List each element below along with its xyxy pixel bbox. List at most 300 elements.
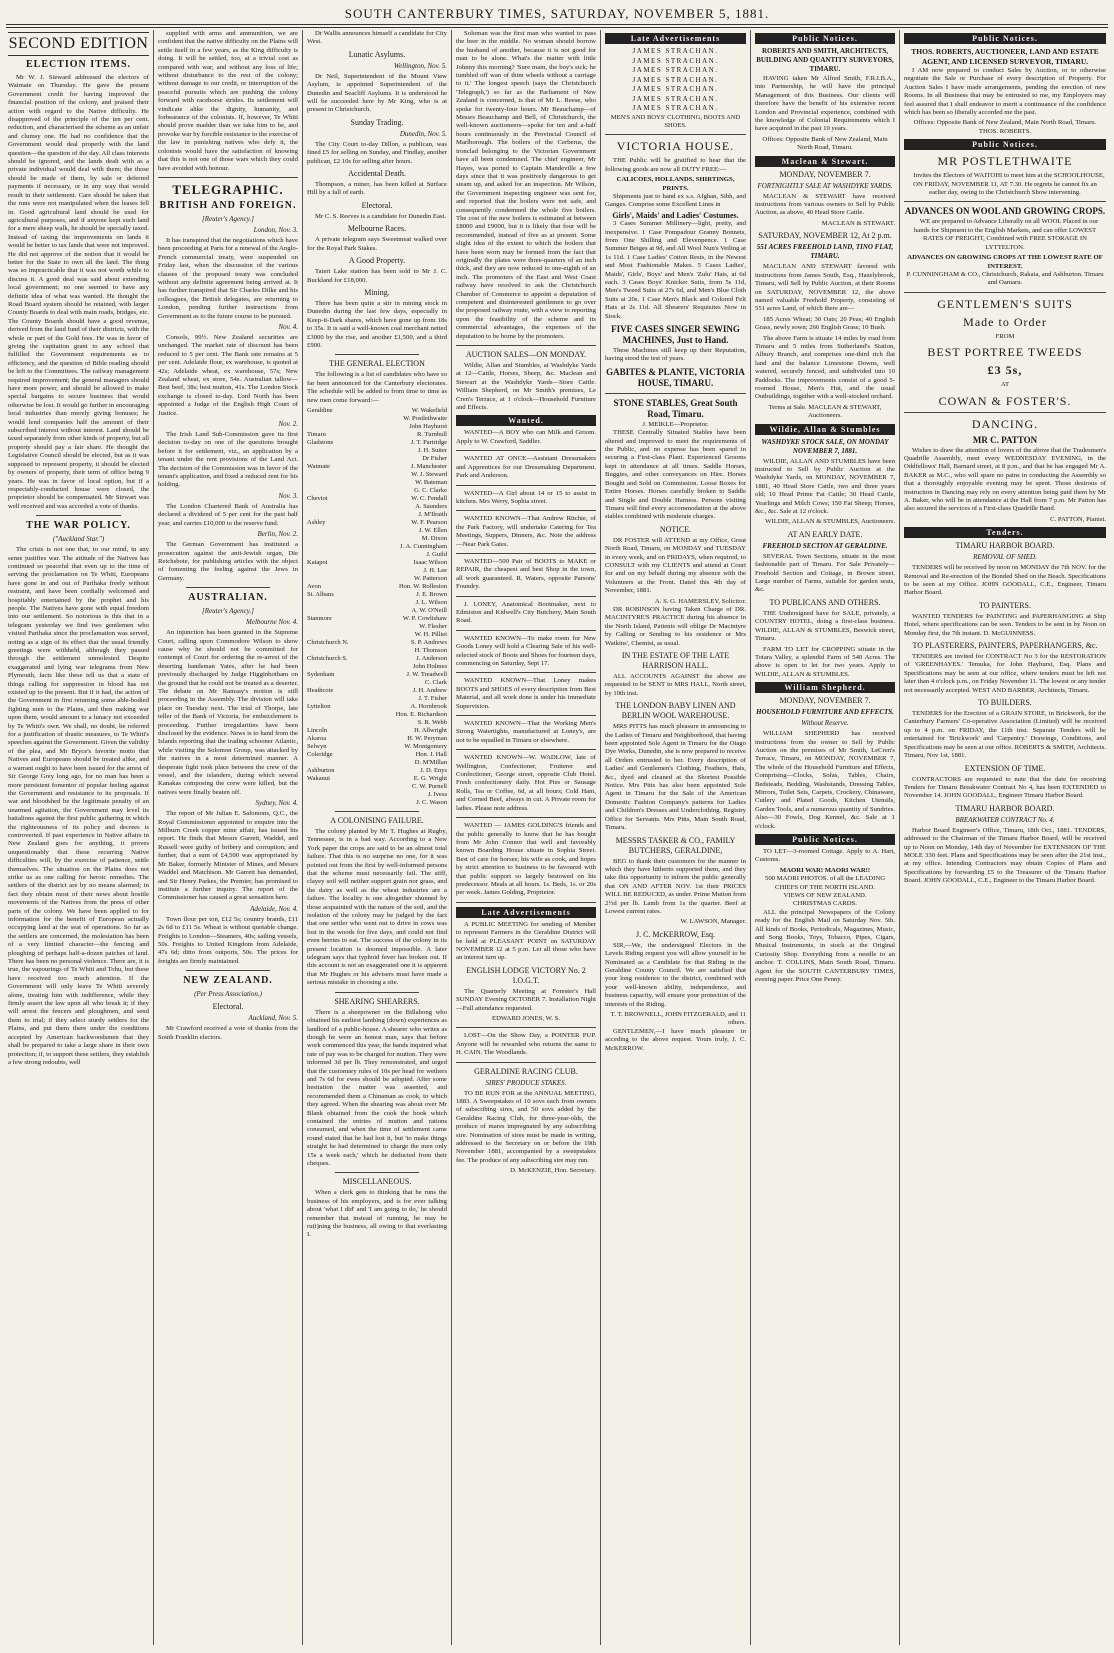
candidate-row [307, 471, 447, 479]
lost-ad: LOST—On the Show Day, a POINTER PUP. Anyone will be rewarded who returns the same to H. CAIN. The Woodlands. [456, 1032, 596, 1057]
subheading: Accidental Death. [348, 169, 406, 179]
miscellaneous-heading: MISCELLANEOUS. [342, 1177, 412, 1187]
telegram-body: It has transpired that the negotiations which have been proceeding at Paris for a renewal of the Anglo-French commercial treaty, were suspended on Friday last, when the discussion of the various clauses of the proposed treaty was concluded without any definite agreement being arrived at. It has further transpired that Sir Charles Dilke and his colleagues, the British delegates, are returning to London, pending further instructions from Government as to the future course to be pursued. [158, 236, 298, 320]
suits-from: FROM [995, 332, 1015, 340]
divider [456, 749, 596, 750]
new-zealand-heading: NEW ZEALAND. [183, 975, 273, 987]
wanted-ad: WANTED KNOWN—To make room for New Goods Loney will hold a Clearing Sale of his well-selected stock of Boots and Shoes for fourteen days, commencing on Saturday, Sept 17. [456, 634, 596, 667]
divider [904, 412, 1106, 413]
candidate-name: W. Postlethwaite [403, 414, 447, 422]
electorate-name: Wakanui [307, 774, 330, 782]
wanted-ad: WANTED KNOWN—That Loney makes BOOTS and SHOES of every description from Best Material, and all work done is under his immediate Supervision. [456, 677, 596, 710]
candidate-name: J. E. Brown [416, 590, 447, 598]
telegram-body: The Irish Land Sub-Commission gave its first decision to-day on one of the questions brought before it for settlement, viz., an application by a tenant under the rent provisions of the Land Act. The decision of the Commission was in favor of the tenant's application, and fixed a reduced rent for his holding. [158, 431, 298, 489]
tasker-body: BEG to thank their customers for the manner in which they have hitherto supported them, and they take this opportunity to inform the public generally that ON AND AFTER NOV. 1st their PRICES WILL BE REDUCED, as under. Prime Mutton from 2½d per lb. Lamb from 1s the quarter. Beef at Lowest current rates. [605, 857, 746, 915]
farm-acres: 185 Acres Wheat; 30 Oats; 20 Peas; 40 English Grass, newly sown; 266 English Grass; 10 Bush. [755, 315, 895, 332]
candidate-name: W. Wakefield [411, 406, 447, 414]
candidate-name: W. Patterson [414, 574, 447, 582]
candidate-name: E. G. Wright [413, 774, 447, 782]
candidate-name: W. Montgomery [404, 742, 447, 750]
divider [456, 553, 596, 554]
advances-crops: ADVANCES ON GROWING CROPS AT THE LOWEST RATE OF INTEREST. [907, 254, 1103, 270]
patton-signature: C. PATTON, Pianist. [1050, 515, 1106, 523]
column-2 [158, 30, 298, 1645]
strachan-line: JAMES STRACHAN. [632, 104, 719, 112]
candidate-row [307, 559, 447, 567]
candidate-row [307, 591, 447, 599]
gabites-heading: GABITES & PLANTE, VICTORIA HOUSE, TIMARU. [606, 366, 745, 388]
candidate-name: W. P. Cowlishaw [402, 614, 447, 622]
column-3 [307, 30, 447, 1645]
dateline: Dunedin, Nov. 5. [399, 129, 447, 138]
wanted-ad: WANTED AT ONCE—Assistant Dressmakers and Apprentices for our Dressmaking Department. Park and Anderson. [456, 455, 596, 480]
breakwater-heading: BREAKWATER CONTRACT No. 4. [955, 815, 1055, 824]
candidate-row [307, 447, 447, 455]
public-meeting-ad: A PUBLIC MEETING for sending of Member to represent Farmers in the Geraldine District will be held at PLEASANT POINT on SATURDAY NOVEMBER 12 at 5 p.m. Let all those who have an interest turn up. [456, 920, 596, 962]
war-policy-body: The crisis is not one that, to our mind, in any sense justifies war. The attitude of the Natives has continued so peaceful that even up to the time of serving the proclamation on Te Whiti, Europeans have gone in and out of Parihaka freely without restraint, and have been cordially welcomed and hospitably entertained by the prophet and his people. The Natives have gone with equal freedom into our settlement. So notorious is this that in a telegram yesterday we find two gentlemen who visited Parihaka since the proclamation was served, noting as a sign of its effect that the usual friendly greetings were withheld, although they passed through the settlement unmolested. Despite exaggerated and lying war telegrams from New Plymouth, facts like these tell us that a state of things calling for suppression in blood has not existed up to the present. But if it had, the action of the Government in first returning some able-bodied fighting men to the Plains, and then making war upon them, would amount to a lunacy not exceeded by Te Whiti's own. We shall, no doubt, be referred for a justification of drastic measures, to Te Whiti's speeches against the Government. Given the validity of the plea, and Mr Bryce's favorite motto that Natives and Europeans should be treated alike, and a warrant ought to have been issued for the arrest of Sir George Grey long ago, for no man has been a more persistent fomentor of popular feeling against the Government and resistance to its proposals. If war and bloodshed be the legitimate penalty of an unarmed agitation, the Government may level its battalions against the first public gathering in which the righteousness of its policy and decrees is controverted. If past experience in Native affairs in New Zealand goes for anything, it proves unquestionably that these recurring Native difficulties will, by the exercise of patience, settle themselves. The situation on the Plains does not strike us as one calling for heroic remedies. The settlers of the district are by no means alarmed; in fact they obtain most of their news about hostile movements of the Natives from the press of other parts of the colony. We have been applied to for information for the benefit of European actually occupying land at the seat of operations. So far as the settlers are concerned, the molestation has been of a very limited character—the fencing and ploughing of perhaps half-a-dozen patches of land. There has been no personal violence. There are, it is true, the vapourings of Te Whiti and Tohu, but these have received too much attention. If the Government will only leave Te Whiti severely alone, treating him with indifference, while they firmly assert the law upon all who break it; if they will arrest the fencers and ploughmen, and send them to trial; if they select sturdy settlers for the Plains, and put them there under the conditions accepted by American backwoodsmen that they shall be prepared to take a large share in their own protection; if, to support these settlers, they establish a few strong redoubts, well [8, 546, 149, 1066]
divider [456, 817, 596, 818]
reuters-agency: [Reuter's Agency.] [202, 607, 254, 616]
candidate-name: W. C. Fendall [411, 494, 447, 502]
mckerrow-heading: J. C. McKERROW, Esq. [635, 929, 716, 939]
miscellaneous-body: When a clerk gets to thinking that he runs the business of his employers, and is for ever talking about 'what I did' and 'I am going to do,' he should remember that instead of running, he may be ru(i)ning the business, all owing to that everlasting I. [307, 1189, 447, 1239]
cottage-ad: TO LET—3-roomed Cottage. Apply to A. Hart, Customs. [755, 848, 895, 864]
wanted-ad: WANTED — JAMES GOLDING'S friends and the public generally to know that he has bought from Mr John Connor that well and favorably known Boarding House situate in Sophia Street. Best of care for horses; his wife as cook, and hopes by strict attention to business to be favoured with that public support so largely bestowed on his predecessor. Meals at all hours. 1s. Beds, 1s. or 20s per week. James Golding, Proprietor. [456, 822, 596, 897]
farm-description: The above Farm is situate 14 miles by road from Timaru and 5 miles from Sutherland's Station, Albury Branch, and comprises one-third rich flat land and the balance Limestone Downs, well watered, securely fenced, and subdivided into 10 Paddocks. The improvements consist of a good 5-roomed House, Men's Hut, and the usual Outbuildings, together with a well-stocked orchard. [755, 334, 895, 401]
candidate-row [307, 687, 447, 695]
candidate-row [307, 759, 447, 767]
electorate-name: St. Albans [307, 590, 334, 598]
candidate-row [307, 671, 447, 679]
roberts-office: Offices: Opposite Bank of New Zealand, Main North Road, Timaru. THOS. ROBERTS. [913, 119, 1097, 135]
candidate-row [307, 423, 447, 431]
divider [456, 345, 596, 346]
australian-heading: AUSTRALIAN. [188, 592, 268, 604]
candidate-row [307, 751, 447, 759]
candidate-name: W. J. Steward [411, 470, 447, 478]
notice-heading: NOTICE. [659, 524, 692, 534]
lodge-heading: ENGLISH LODGE VICTORY No. 2 I.O.G.T. [466, 965, 586, 985]
candidate-row [307, 479, 447, 487]
candidate-name: M. Dixon [421, 534, 447, 542]
electorate-name: Avon [307, 582, 321, 590]
candidate-row [307, 495, 447, 503]
candidate-name: C. W. Purnell [411, 782, 447, 790]
electorate-name: Christchurch N. [307, 638, 349, 646]
candidate-row [307, 679, 447, 687]
telegram-body: Consols, 99½. New Zealand securities are unchanged. The market rate of discount has been reduced to 5 per cent. The Bank rate remains at 5 per cent. Adelaide flour, ex warehouse, is quoted at 42s; Adelaide wheat, ex warehouse, 57s; New Zealand wheat, ex store, 54s. Australian tallow—Best beef, 38s; best mutton, 41s. The London Stock exchange is closed to-day. Lord North has been appointed a Judge of the English High Court of Justice. [158, 333, 298, 417]
stables-heading: STONE STABLES, Great South Road, Timaru. [613, 397, 738, 419]
candidate-row [307, 655, 447, 663]
candidate-name: W. H. Pilliet [414, 630, 447, 638]
candidate-name: J. T. Partridge [410, 438, 447, 446]
divider [456, 485, 596, 486]
news-body: A private telegram says Sweetmeat walked over for the Royal Park Stakes. [307, 236, 447, 252]
election-items-heading: ELECTION ITEMS. [25, 59, 132, 70]
candidate-row [307, 543, 447, 551]
racing-signature: D. McKENZIE, Hon. Secretary. [510, 1167, 596, 1175]
divider [456, 715, 596, 716]
candidate-row [307, 455, 447, 463]
column-6 [755, 30, 895, 1645]
extension-heading: EXTENSION OF TIME. [964, 763, 1046, 773]
tasker-heading: MESSRS TASKER & CO., FAMILY BUTCHERS, GERALDINE, [615, 835, 736, 855]
victoria-house-body: THE Public will be gratified to hear that the following goods are now all DUTY FREE:— [605, 157, 746, 173]
maori-war-heading: MAORI WAR! MAORI WAR!! [779, 866, 871, 874]
advances-signature: P. CUNNINGHAM & CO., Christchurch, Rakaia, and Ashburton. Timaru and Oamaru. [906, 270, 1104, 287]
builders-heading: TO BUILDERS. [978, 698, 1032, 708]
extension-body: CONTRACTORS are requested to note that the date for receiving Tenders for Timaru Breakwater Contract No 4, has been EXTENDED to November 14. JOHN GOODALL, Engineer Timaru Harbor Board. [904, 775, 1106, 800]
mckerrow-reply: GENTLEMEN,—I have much pleasure in acceding to the above request. Yours truly, J. C. McKERROW. [605, 1027, 746, 1052]
candidate-row [307, 439, 447, 447]
news-body: There has been quite a stir in mining stock in Dunedin during the last few days, especially in Keep-it-Dark shares, which have gone up from 18s to 35s. It is said a well-known coal merchant netted £3000 by the rise, and another £1,500, and a third £900. [307, 299, 447, 349]
auction-sales-heading: AUCTION SALES—ON MONDAY. [465, 350, 587, 360]
candidate-row [307, 511, 447, 519]
strachan-line: JAMES STRACHAN. [632, 75, 719, 84]
subheading: Melbourne Races. [347, 224, 407, 234]
racing-club-heading: GERALDINE RACING CLUB. [474, 1066, 578, 1076]
subheading: A Good Property. [348, 256, 406, 266]
candidate-row [307, 663, 447, 671]
roberts-body: I AM now prepared to conduct Sales by Auction, or to otherwise negotiate the Sale or Purchase of every description of Property. For Auction Sales I have made arrangements, pending the erection of new Rooms. In all Business that may be entrusted to me, my Employers may feel assured that I shall endeavor to merit a continuance of the confidence which has been so liberally accorded me the past. [904, 67, 1106, 117]
robinson-notice: DR ROBINSON having Taken Charge of DR. MACINTYRE'S PRACTICE during his absence in the North Island, Patients will oblige Dr Macintyre by Calling or Sending to his residence or Mrs Watkins', Chemist, as usual. [605, 605, 746, 647]
patton-heading: MR C. PATTON [972, 434, 1038, 445]
divider [456, 630, 596, 631]
candidate-name: J. H. Lee [423, 566, 447, 574]
mckerrow-signatures: T. T. BROWNELL, JOHN FITZGERALD, and 11 others. [610, 1011, 746, 1027]
candidate-name: John Holmes [412, 662, 447, 670]
electorate-name: Coleridge [307, 750, 333, 758]
wanted-ad: WANTED KNOWN—That Andrew Ritchie, of the Park Factory, will undertake Catering for Tea Meetings, Suppers, Dinners, &c. Note the address—Near Park Gates. [456, 515, 596, 548]
subheading: Sunday Trading. [350, 117, 404, 127]
electorate-name: Ashburton [307, 766, 335, 774]
electorate-name: Gladstone [307, 438, 334, 446]
electorate-name: Akaroa [307, 734, 327, 742]
stock-sale-body: WILDIE, ALLAN AND STUMBLES have been instructed to Sell by Public Auction at the Washdyke Yards, on MONDAY, NOVEMBER 7, 1881, 40 Head Store Cattle, two and three years old; 10 Head Prime Fat Cattle; 30 Head Cattle, Yearlings and Milch Cows; 150 Fat Sheep; Horses, &c., &c. Sale at 12 o'clock. [755, 457, 895, 516]
victoria-house-shipment: Shipments just to hand ex s.s. Afghan, Sibh, and Ganges. Comprise some Excellent Lines in [605, 192, 746, 209]
maclean-stewart-banner: Maclean & Stewart. [755, 156, 895, 167]
column-7 [904, 30, 1106, 1645]
dateline: Auckland, Nov. 5. [248, 1014, 298, 1023]
telegram-body: Town flour per ton, £12 5s; country brands, £11 2s 6d to £11 5s. Wheat is without quotable change. Freights to London—Steamers, 40s; sailing vessels, 50s. Freights to United Kingdom from Adelaide, 47s 6d; ditto from outports, 50s. The prices for freights are firmly maintained. [158, 915, 298, 965]
electorate-name: Geraldine [307, 406, 333, 414]
divider [186, 970, 270, 971]
painters-heading: TO PAINTERS. [978, 600, 1031, 610]
dateline: Nov. 4. [278, 322, 298, 331]
victoria-house-heading: VICTORIA HOUSE. [616, 139, 735, 154]
sale-date: MONDAY, NOVEMBER 7. [779, 696, 871, 706]
general-election-intro: The following is a list of candidates who have so far been announced for the Canterbury electorates. The schedule will be added to from time to time as new men come forward:— [307, 371, 447, 404]
divider [605, 134, 746, 135]
candidate-name: Hon. J. Hall [415, 750, 447, 758]
candidate-row [307, 607, 447, 615]
news-body: Soloman was the first man who wanted to pass the beer in the middle. No woman should borrow the husband of another, because it is not good for man to be alone. What's the matter with little Johnny this morning? 'Sure mam, the boy's sick; he tumbled off wan of thim wheels without a carriage to it.' The longest speech (says the Christchurch 'Telegraph,') so far as the Parliament of New Zealand is concerned, is that of Mr L. Reese, who spoke for twenty-four hours. Mr Beauchamp—of Messrs Beauchamp and Bell, of Christchurch, the well-known auctioneers—spoke for ten and a-half hours continuously in the Provincial Council of Marlborough. The boilers of the Cerberus, the ironclad belonging to the Victorian Government have all been condemned. The chief engineer, Mr Hayes, was ported to Captain Mandeville a few days since that it was positively dangerous to get steam up, and asked for an inspection. Mr Wilson, the Government inspecting engineer was sent for, and reported that the boilers were not safe, and consequently condemned the whole five boilers. The cost of the new boilers is estimated at between £8000 and £9000, but it is likely that four will be recommended, instead of five as at present. Some slight idea of the extent to which the boilers that have been worn may be formed from the fact that originally the plates were three-quarters of an inch thick, and they are now reduced to one-eighth of an inch. The promoters of the East and West Coast railway have resolved to ask the Christchurch Chamber of Commerce to appoint a deputation of competent and disinterested gentlemen to go over the proposed railway route, with a view to reporting upon the feasibility of the scheme and its commercial advantages, the expenses of the deputation to be borne by the promoters. [456, 30, 596, 340]
sale-title: FORTNIGHTLY SALE AT WASHDYKE YARDS. [757, 181, 893, 190]
colonising-failure-heading: A COLONISING FAILURE. [330, 815, 424, 825]
electorate-name: Lincoln [307, 726, 328, 734]
column-5 [605, 30, 746, 1645]
news-body: Dr Wallis announces himself a candidate for City West. [307, 30, 447, 46]
public-notices-banner: Public Notices. [755, 834, 895, 845]
candidate-row [307, 647, 447, 655]
candidate-row [307, 735, 447, 743]
roberts-smith-heading: ROBERTS AND SMITH, ARCHITECTS, BUILDING AND QUANTITY SURVEYORS, TIMARU. [756, 47, 894, 73]
divider [335, 1172, 419, 1173]
electorate-name: Ashley [307, 518, 326, 526]
candidate-row [307, 503, 447, 511]
strachan-line: JAMES STRACHAN. [632, 56, 719, 65]
dateline: Nov. 3. [278, 491, 298, 500]
advances-heading: ADVANCES ON WOOL AND GROWING CROPS. [904, 206, 1106, 217]
candidate-name: A. W. O'Neill [411, 606, 447, 614]
candidate-name: J. W. Ellen [418, 526, 447, 534]
dateline: Nov. 2. [278, 420, 298, 429]
electorate-name: Kaiapoi [307, 558, 328, 566]
candidate-row [307, 567, 447, 575]
divider [456, 1062, 596, 1063]
candidate-row [307, 623, 447, 631]
subheading: Mining. [364, 287, 390, 297]
candidate-row [307, 791, 447, 799]
plasterers-heading: TO PLASTERERS, PAINTERS, PAPERHANGERS, &c. [912, 641, 1098, 651]
stables-proprietor: J. MEIKLE—Proprietor. [642, 420, 709, 428]
dancing-heading: DANCING. [971, 416, 1039, 431]
candidate-row [307, 703, 447, 711]
candidate-row [307, 743, 447, 751]
page-masthead: SOUTH CANTERBURY TIMES, SATURDAY, NOVEMBER 5, 1881. [344, 6, 770, 21]
candidate-name: J. Anderson [416, 654, 447, 662]
colonising-failure-body: The colony planted by Mr T. Hughes at Rugby, Tennessee, is in a bad way. According to a New York paper the crops are said to be an almost total failure. That this is no surprise no one, for it was pointed out from the first by well-informed persons that the scheme must necessarily fail. The stiff, clayey soil will neither support grain nor grass, and the dairy as well as the wheat industries are a failure. The locality is one altogether shunned by those acquainted with the nature of the soil, and the isolation of the colony may be judged by the fact that one settler who went out to drive in cows was lost in the woods for five days, and could not find even berries to eat. The success of the colony in its present location is doomed impossible. A later telegram says that typhoid fever has broken out. If this account is not an exaggerated one it is apparent that Mr Hughes or his advisers must have made a serious mistake in choosing a site. [307, 827, 447, 987]
removal-body: TENDERS will be received by noon on MONDAY the 7th NOV. for the Removal and Re-erection of the Bonded Shed on the Beach. Specifications to be seen at my Office. JOHN GOODALL, C.E., Engineer, Timaru Harbor Board. [904, 564, 1106, 597]
farm-to-let: FARM TO LET for CROPPING situate in the Totara Valley, a splendid Farm of 540 Acres. The above is open to let for two years. Apply to WILDIE, ALLAN & STUMBLES. [755, 645, 895, 678]
electorate-name: Timaru [307, 430, 326, 438]
builders-body: TENDERS for the Erection of a GRAIN STORE, in Brickwork, for the Canterbury Farmers' Co-operative Association (Limited) will be received up to 4 p.m. on FRIDAY, the 11th inst. Separate Tenders will be entertained for 'Brickwork' and 'Carpentry.' Drawings, Conditions, and Specifications may be seen at our office. ROBERTS & SMITH, Architects. Timaru, Nov 1st, 1881. [904, 710, 1106, 760]
furniture-title: HOUSEHOLD FURNITURE AND EFFECTS. [756, 708, 894, 717]
wanted-banner: Wanted. [456, 415, 596, 426]
harbour-board-heading: TIMARU HARBOR BOARD. [955, 803, 1055, 813]
candidate-row [307, 799, 447, 807]
candidate-row [307, 431, 447, 439]
electorate-name: Lyttelton [307, 702, 331, 710]
candidate-name: J. L. Wilson [415, 598, 447, 606]
wanted-ads [456, 429, 596, 902]
divider [904, 201, 1106, 202]
candidate-name: H. Thomson [414, 646, 447, 654]
candidate-name: S. R. Webb [417, 718, 447, 726]
without-reserve: Without Reserve. [801, 719, 849, 728]
suits-made-to-order: Made to Order [963, 314, 1047, 329]
electorate-name: Heathcote [307, 686, 334, 694]
late-ads-banner: Late Advertisements [456, 907, 596, 918]
public-notices-banner: Public Notices. [904, 139, 1106, 150]
divider [335, 354, 419, 355]
candidate-name: W. F. Pearson [411, 518, 447, 526]
estate-body: ALL ACCOUNTS AGAINST the above are requested to be SENT to MRS HALL, North street, by 10th inst. [605, 673, 746, 697]
column-rule [899, 30, 900, 1645]
candidate-name: A. Saunders [415, 502, 447, 510]
candidate-name: J. H. Andrew [412, 686, 447, 694]
electorate-name: Selwyn [307, 742, 327, 750]
singer-body: These Machines still keep up their Reputation, having stood the test of years. [605, 347, 746, 363]
divider [335, 811, 419, 812]
patton-body: Wishes to draw the attention of lovers of the above that the Tradesmen's Quadrille Assembly, meet every WEDNESDAY EVENING, in the Oddfellows' Hall, Barnard street, at 8 p.m., and that he has engaged Mr A. BAKER as M.C., who will spare no pains in conducting the Assembly so that a thoroughly enjoyable evening may be spent. Those desirous of instruction in Dancing may rely on every attention being paid them by Mr A. Baker, who will be in attendance at the Hall from 7 p.m. Mr Patton has also secured the services of a First-class Quadrille Band. [904, 446, 1106, 513]
sale-date: MONDAY, NOVEMBER 7. [779, 169, 871, 179]
candidate-row [307, 719, 447, 727]
baby-linen-heading: THE LONDON BABY LINEN AND BERLIN WOOL WAREHOUSE. [615, 701, 736, 721]
dateline: Berlin, Nov. 2. [257, 530, 298, 539]
candidate-row [307, 599, 447, 607]
baby-linen-body: MRS PITTS has much pleasure in announcing to the Ladies of Timaru and Neighborhood, that having been appointed Sole Agent in Timaru for the Otago Dye Works, Dunedin, she is now prepared to receive all Orders entrusted to her. Every description of Ladies' and Gentlemen's Clothing, Feathers, Hats, &c., dyed and cleaned at the Shortest Possible Notice. Mrs Pitts has also been appointed Sole Agent in Timaru for the Sale of the American Domestic Fashion Company's patterns for Ladies and Children's Dresses and Underclothing. Registry Office for Servants. Mrs Pitts, Main South Road, Timaru. [605, 723, 746, 832]
public-notices-banner: Public Notices. [904, 33, 1106, 44]
candidate-name: D. M'Millan [414, 758, 447, 766]
suits-at: AT [1000, 381, 1010, 389]
divider [456, 596, 596, 597]
candidate-row [307, 407, 447, 415]
divider [335, 992, 419, 993]
candidate-row [307, 695, 447, 703]
racing-body: TO BE RUN FOR at the ANNUAL MEETING, 1883. A Sweepstakes of 10 sovs each from owners of subscribing sires, and 50 sovs added by the Geraldine Racing Club, for three-year-olds, the produce of mares impregnated by any subscribing sire. Nomination of sires must be made in writing, addressed to the Secretary on or before the 19th November 1881, accompanied by a sweepstakes fee. The produce of any subscribing sire may run. [456, 1089, 596, 1164]
wanted-ad: WANTED KNOWN—W. WADLOW, late of Wellington, Confectioner, Fruiterer and Confectioner, George street, opposite Club Hotel. Fresh confectionery daily. Hot Pies or Sausage Rolls, Tea or Coffee, 6d, at all hours; Cold Ham, and Corned Beef, always in cut. A Private room for ladies. Please note address. [456, 754, 596, 812]
candidate-name: John Hayhurst [409, 422, 447, 430]
news-body: Thompson, a miner, has been killed at Surface Hill by a fall of earth. [307, 181, 447, 197]
reuters-agency: [Reuter's Agency.] [202, 214, 254, 223]
dateline: Wellington, Nov. 5. [393, 61, 447, 70]
divider [456, 902, 596, 903]
election-items-body: Mr W. J. Steward addressed the electors of Waimate on Thursday. He gave the present Government credit for having improved the financial position of the colony, and praised their action with regard to the Native difficulty. He disapproved of the principle of the ten per cent. reduction, and characterised the scheme as an unfair and clumsy one. He had no confidence that the Government would deal properly with the land question—the question of the day. All class interests should be ignored, and the lands dealt with as a private individual would deal with them; the those should be made of them, by sale or deferred payments if necessary, or in any way that would result in their settlement. Care should be taken that the runs were not manipulated when the leases fell in. Good agricultural land should be used for agricultural purposes, and if anyone kept such land for a mere sheep walk, he should be specially taxed. Instead of taxing the improvements on lands it would be better to tax lands that were not improved. He did not approve of the notion that it would be better for the State to own all the land. The thing was so impracticable that it was not worth while to discuss it. A good deal was said about extending local government; no one seemed to have any definite idea of what was wanted. He thought the Road Board system should be retained, with larger County Boards to deal with main roads, bridges, etc. The County Boards should have a good revenue, derived from the land fund of their districts, with the whole or part of the Gold fees. He was in favor of giving the capitation grant to any school that fulfilled the Government requirements as to efficiency, and the question of Bible reading should be left to the Committees. The railway management required improvement; the general managers should have more power, and should be allowed to make special bargains to secure business that would otherwise be lost. It would go further in encouraging local industries than merely giving bonuses; he would lend companies half the amount of their subscribed interest without interest. Land should be taxed separately from other kinds of property, but all property should pay a fair share. He thought the Legislative Council should be elected, but as it was supposed to represent property, it should be elected by owners of property, their term of office being 9 years. He was in favor of local option, but if a respectably-conducted house were closed, the proprietor should be compensated. Mr Stewart was well received and was accorded a vote of thanks. [8, 74, 149, 510]
candidate-row [307, 583, 447, 591]
candidate-name: J. Manchester [410, 462, 447, 470]
candidate-row [307, 463, 447, 471]
war-policy-source: ("Auckland Star.") [52, 535, 105, 544]
electorate-name: Stanmore [307, 614, 332, 622]
wanted-ad: WANTED—A Girl about 14 or 15 to assist in kitchen. Mrs Werry, Sophia street. [456, 489, 596, 505]
auction-sales-body: Wildie, Allan and Stumbles, at Washdyke Yards at 12—Cattle, Horses, Sheep, &c. Maclean and Stewart at the Washdyke Yards—Store Cattle. William Shepherd, on Mr Smith's premises, Le Cren's Terrace, at 1 o'clock—Household Furniture and Effects. [456, 362, 596, 412]
divider [158, 177, 298, 178]
postlethwaite-heading: MR POSTLETHWAITE [937, 154, 1073, 169]
suits-tweeds: BEST PORTREE TWEEDS [927, 345, 1083, 360]
candidate-name: S. P. Andrews [410, 638, 447, 646]
shearing-heading: SHEARING SHEARERS. [334, 996, 420, 1006]
candidate-row [307, 487, 447, 495]
breakwater-body: Harbor Board Engineer's Office, Timaru, 18th Oct., 1881. TENDERS, addressed to the Chairman of the Timaru Harbor Board, will be received up to Noon on Monday, 14th day of November for EXTENSION OF THE MOLE 330 feet. Plans and Specifications may be seen after the 21st inst., at my office. Intending Contractors may obtain Copies of Plans and Specifications by forwarding £5 to the Treasurer of the Timaru Harbor Board. JOHN GOODALL, C.E., Engineer to the Timaru Harbor Board. [904, 826, 1106, 885]
freehold-body: SEVERAL Town Sections, situate in the most fashionable part of Timaru. For Sale Privately—Freehold Section and Cottage, in Brown street. Large number of Farms, suitable for garden seats, &c. [755, 552, 895, 594]
war-policy-heading: THE WAR POLICY. [26, 520, 131, 532]
farm-body: MACLEAN AND STEWART favored with instructions from James South, Esq., Hazelybrook, Timaru, will Sell by Public Auction, at their Rooms on SATURDAY, NOVEMBER 12, the above named valuable Freehold Property, consisting of 551 acres Land, of which there are— [755, 263, 895, 313]
william-shepherd-banner: William Shepherd. [755, 682, 895, 693]
stock-sale-signature: WILDIE, ALLAN & STUMBLES, Auctioneers. [765, 518, 895, 526]
collins-ad: ALL the principal Newspapers of the Colony ready for the English Mail on Saturday Nov. 5th. All kinds of Books, Periodicals, Magazines, Music, and Song Books, Toys, Tobacco, Pipes, Cigars, Musical Instruments, in stock at the Original Curiosity Shop. Everything from a needle to an anchor. T. COLLINS, Main South Road, Timaru. Agent for the SOUTH CANTERBURY TIMES, evening paper. Price One Penny. [755, 908, 895, 984]
advances-body: WE are prepared to Advance Liberally on all WOOL Placed in our hands for Shipment to the English Markets, and can offer LOWEST RATES OF FREIGHT, Combined with FREE STORAGE IN LYTTELTON. [913, 218, 1099, 251]
victoria-house-items: CALICOES, HOLLANDS, SHIRTINGS, PRINTS. [616, 176, 735, 192]
wanted-ad: J. LONEY, Anatomical Bootmaker, next to Edmiston and Kidwell's City Butchery, Main South Road. [456, 600, 596, 625]
candidate-name: Isaac Wilson [413, 558, 447, 566]
roberts-heading: THOS. ROBERTS, AUCTIONEER, LAND AND ESTATE AGENT, AND LICENSED SURVEYOR, TIMARU. [911, 47, 1099, 66]
candidate-name: Hon. W. Rolleston [398, 582, 447, 590]
candidate-name: J. Ivess [427, 790, 447, 798]
removal-heading: REMOVAL OF SHED. [973, 553, 1037, 562]
telegram-body: An injunction has been granted in the Supreme Court, calling upon Commodore Wilson to show cause why he should not be committed for contempt of Court for ordering the re-arrest of the deserting bandsman Yates, after he had been previously discharged by Judge Higginbotham on the ground that he could not be treated as a deserter. The debate on Mr Ramsay's motion is still proceeding in the Assembly. The division will take place on Tuesday next. The trial of Thorpe, late teller of the Bank of Victoria, for embezzlement is proceeding. Further irregularities have been disclosed by the evidence. News is to hand from the Islands reporting that the trading schooner Atlantic, while visiting the Solomon Group, was attacked by the natives in a most determined manner. A desperate fight took place between the crew of the vessel, and the islanders, during which several Kanakas composing the crew were killed, but the natives were finally beaten off. [158, 629, 298, 796]
plasterers-body: TENDERS are invited for CONTRACT No 3 for the RESTORATION of 'GREENHAYES.' Temuka, for John Hayhurst, Esq. Plans and Specifications may be seen at our office, where tenders must be left not later than 4 o'clock p.m., on Friday November 11. The lowest or any tender not necessarily accepted. WEST AND BARBER, Architects, Timaru. [904, 653, 1106, 694]
candidate-name: J. D. Enys [420, 766, 447, 774]
candidate-name: J. Guild [426, 550, 447, 558]
candidate-name: A. Hornbrook [410, 702, 447, 710]
telegraphic-heading: TELEGRAPHIC. [172, 181, 284, 197]
mckerrow-body: SIR,—We, the undersigned Electors in the Levels Riding request you will allow yourself to be Nominated as a Candidate for that Riding in the Geraldine County Council. We are satisfied that your long residence in the district, combined with your well-known ability, independence, and business capacity, will ensure your protection of the interests of the Riding. [605, 941, 746, 1008]
masthead-rule [6, 24, 1108, 25]
dateline: London, Nov. 3. [253, 225, 298, 234]
wanted-ad: WANTED KNOWN—That the Working Men's Strong Watertights, manufactured at Loney's, are not to be equalled in Timaru or elsewhere. [456, 720, 596, 744]
christmas-cards: CHRISTMAS CARDS. [793, 900, 857, 908]
masthead-rule-2 [6, 27, 1108, 28]
candidate-name: H. W. Peryman [407, 734, 447, 742]
candidate-name: J. H. Sutter [417, 446, 447, 454]
stables-body: THESE Centrally Situated Stables have been altered and improved to meet the requirements of the Public, and no expense has been spared in securing a First-class Plant. Experienced Grooms kept in attendance at all times. Saddle Horses, Buggies, and other conveyances on Hire. Horses Bought and Sold on Commission. Loose Boxes for Entire Horses. Horses carefully broken to Saddle and Single and Double Harness. Persons visiting Timaru will find every accommodation at the above stables combined with moderate charges. [605, 429, 746, 521]
news-body: Taieri Lake station has been sold to Mr J. C. Buckland for £18,000. [307, 268, 447, 284]
candidate-name: Dr Fisher [422, 454, 447, 462]
tenders-banner: Tenders. [904, 527, 1106, 538]
column-1 [8, 30, 149, 1645]
electorate-name: Sydenham [307, 670, 335, 678]
electorate-name: Christchurch S. [307, 654, 348, 662]
harbour-board-heading: TIMARU HARBOR BOARD. [955, 541, 1055, 551]
furniture-body: WILLIAM SHEPHERD has received instructions from the owner to Sell by Public Auction on the premises of Mr Smith, LeCren's Terrace, Timaru, on MONDAY, NOVEMBER 7, The whole of the Household Furniture and Effects, Comprising—Clocks, Sofas, Tables, Chairs, Bedsteads, Bedding, Washstands, Dressing Tables, Mirrors, Toilet Sets, Carpets, Crockery, Chinaware, Cutlery and Plated Goods, Kitchen Utensils, Garden Tools, and a numerous quantity of Sundries. Also—30 Fowls, Dog Kennel, &c. Sale at 1 o'clock. [755, 730, 895, 830]
farm-title: 551 ACRES FREEHOLD LAND, TINO FLAT, TIMARU. [756, 243, 894, 261]
divider [186, 587, 270, 588]
subheading: Electoral. [361, 200, 393, 210]
candidate-row [307, 783, 447, 791]
views-heading: VIEWS OF NEW ZEALAND. [783, 892, 867, 900]
candidate-name: J. M'Ilraith [418, 510, 447, 518]
postlethwaite-body: Invites the Electors of WAITOHI to meet him at the SCHOOLHOUSE, ON FRIDAY, NOVEMBER 11, AT 7.30. He regrets he cannot fix an earlier day, owing to the Christchurch Show intervening. [913, 172, 1105, 197]
candidate-row [307, 727, 447, 735]
painters-body: WANTED TENDERS for PAINTING and PAPERHANGING at Ship Hotel, where specifications can be seen. Tenders to be sent in by Noon on Monday first, the 7th instant. D. McGUINNESS. [904, 612, 1106, 637]
column-rule [302, 30, 303, 1645]
candidate-row [307, 415, 447, 423]
column-rule [600, 30, 601, 1645]
subheading: Electoral. [212, 1002, 244, 1012]
dateline: Adelaide, Nov. 4. [250, 904, 298, 913]
telegram-body: The London Chartered Bank of Australia has declared a dividend of 5 per cent for the past half year, and carries £10,000 to the reserve fund. [158, 502, 298, 527]
wanted-ad: WANTED—500 Pair of BOOTS to MAKE or REPAIR, the cheapest and best Shop in the town, all work guaranteed. R. Waters, opposite Parsons' Foundry. [456, 557, 596, 591]
divider [456, 672, 596, 673]
freehold-heading: FREEHOLD SECTION AT GERALDINE. [762, 541, 888, 550]
candidate-row [307, 775, 447, 783]
shearing-body: There is a sheepowner on the Billabong who obtained his earliest lambing (down) experiences as landlord of a public-house. A shearer who writes as though he were an honest man, says that before work commenced this year, the bands inquired what rate of pay was to be charged for mutton. They were informed 3d per lb. They remonstrated, and urged that the customary rules of 10s per head for wethers and 7s 6d for ewes should be adopted. After some hesitation the matter was assented, and recommended them a Chinaman as cook, to which they agreed. When the shearing was about over Mr Blank obtained from the cook the book which contained the entries of mutton and rations consumed, and when the time of settlement came round stated that he had lost it, but 'to make things straight he had determined to charge the men only 15s a week each,' which he deducted from their cheques. [307, 1008, 447, 1167]
candidate-list [307, 407, 447, 807]
telegram-body: The report of Mr Julian E. Salomons, Q.C., the Royal Commissioner appointed to enquire into the Milburn Creek copper mine affair, has issued his report. He finds that Messrs Garrett, Waddel, and Russell were guilty of bribery and corruption; and further, that a sum of £4,500 was appropriated by Mr Baker, formerly Minister of Mines, and Messrs Waddel and Matchison. Mr Garrett has demanded, and Sir Henry Parkes, the Premier, has promised to institute a further inquiry. The report of the Commissioner has caused a great sensation here. [158, 810, 298, 902]
suits-shop: COWAN & FOSTER'S. [938, 393, 1072, 408]
lodge-body: The Quarterly Meeting at Forester's Hall SUNDAY Evening OCTOBER 7. Installation Night—Full attendance requested. [456, 987, 596, 1012]
wildie-allan-banner: Wildie, Allan & Stumbles [755, 424, 895, 435]
singer-heading: FIVE CASES SINGER SEWING MACHINES, Just to Hand. [611, 324, 740, 346]
column-4 [456, 30, 596, 1645]
publicans-heading: TO PUBLICANS AND OTHERS. [769, 597, 881, 607]
divider [456, 1027, 596, 1028]
candidate-name: W. Flesher [419, 622, 447, 630]
victoria-house-costumes: Girls', Maids' and Ladies' Costumes. [612, 210, 739, 220]
telegram-body: The German Government has instituted a prosecution against the anti-Jewish organ, Die Reichsbote, for publishing articles with the object of fomenting the feeling against the Jews in Germany. [158, 541, 298, 582]
estate-heading: IN THE ESTATE OF THE LATE HARRISON HALL. [621, 651, 730, 670]
second-edition-heading: SECOND EDITION [8, 32, 149, 56]
dateline: Melbourne Nov. 4. [246, 618, 298, 627]
news-body: The City Court to-day Dillon, a publican, was fined £5 for selling on Sunday, and Findlay, another publican, £2 10s for selling after hours. [307, 140, 447, 165]
electorate-name: Waimate [307, 462, 330, 470]
late-ads-banner: Late Advertisements [605, 33, 746, 44]
early-date-heading: AT AN EARLY DATE. [787, 529, 863, 539]
tasker-signature: W. LAWSON, Manager. [680, 918, 746, 926]
candidate-row [307, 615, 447, 623]
dateline: Sydney, Nov. 4. [255, 799, 298, 808]
